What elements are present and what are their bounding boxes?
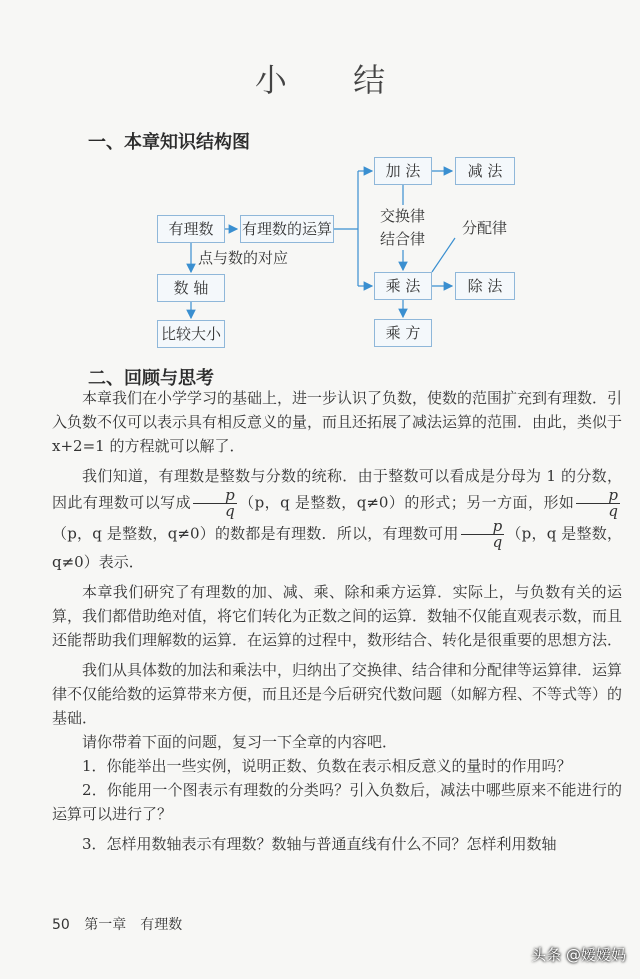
box-rational-operations: 有理数的运算 <box>240 215 334 243</box>
question-2: 2．你能用一个图表示有理数的分类吗？引入负数后，减法中哪些原来不能进行的运算可以进行了？ <box>52 781 622 823</box>
label-distributive-law: 分配律 <box>462 219 508 237</box>
label-point-number-correspondence: 点与数的对应 <box>198 249 289 267</box>
fraction-p-over-q: $\frac{p}{q}$ <box>193 488 237 519</box>
paragraph-2-part-d: （p，q 是整数，q≠0）表示． <box>52 524 622 571</box>
knowledge-structure-diagram <box>0 0 640 360</box>
review-body <box>52 386 622 856</box>
paragraph-2 <box>52 464 622 574</box>
box-multiplication: 乘 法 <box>374 272 432 300</box>
box-number-line: 数 轴 <box>157 274 225 302</box>
paragraph-3: 本章我们研究了有理数的加、减、乘、除和乘方运算．实际上，与负数有关的运算，我们都借助绝对值，将它们转化为正数之间的运算．数轴不仅能直观表示数，而且还能帮助我们理解数的运算．在运算的过程中，数形结合、转化是很重要的思想方法． <box>52 583 623 649</box>
fraction-p-over-q: $\frac{p}{q}$ <box>461 519 505 550</box>
section1-heading: 一、本章知识结构图 <box>88 132 250 153</box>
paragraph-2-part-b: （p，q 是整数，q≠0）的形式；另一方面，形如 <box>238 493 575 512</box>
box-rational-number: 有理数 <box>157 215 225 243</box>
page-footer <box>52 914 182 934</box>
fraction-p-over-q: $\frac{p}{q}$ <box>576 488 620 519</box>
question-1: 1．你能举出一些实例，说明正数、负数在表示相反意义的量时的作用吗？ <box>82 757 572 775</box>
paragraph-2-part-c: （p，q 是整数，q≠0）的数都是有理数．所以，有理数可用 <box>52 524 459 543</box>
box-subtraction: 减 法 <box>455 157 515 185</box>
chapter-label: 第一章 有理数 <box>84 917 183 933</box>
paragraph-5: 请你带着下面的问题，复习一下全章的内容吧． <box>82 733 398 751</box>
paragraph-1: 本章我们在小学学习的基础上，进一步认识了负数，使数的范围扩充到有理数．引入负数不仅可以表示具有相反意义的量，而且还拓展了减法运算的范围．由此，类似于 x+2=1 的方程就可以解了． <box>52 389 623 455</box>
page-number: 50 <box>52 917 70 933</box>
diagram-connectors <box>0 0 640 360</box>
label-associative-law: 结合律 <box>380 230 426 248</box>
box-division: 除 法 <box>455 272 515 300</box>
label-commutative-law: 交换律 <box>380 207 426 225</box>
box-compare-size: 比较大小 <box>157 320 225 348</box>
source-watermark: 头条 @嫒嫒妈 <box>531 946 626 964</box>
box-addition: 加 法 <box>374 157 432 185</box>
section2-heading: 二、回顾与思考 <box>88 368 214 389</box>
box-power: 乘 方 <box>374 319 432 347</box>
paragraph-2-part-a: 我们知道，有理数是整数与分数的统称．由于整数可以看成是分母为 1 的分数，因此有理数可以写成 <box>52 467 622 512</box>
paragraph-4: 我们从具体数的加法和乘法中，归纳出了交换律、结合律和分配律等运算律．运算律不仅能给数的运算带来方便，而且还是今后研究代数问题（如解方程、不等式等）的基础． <box>52 661 623 727</box>
question-3: 3．怎样用数轴表示有理数？数轴与普通直线有什么不同？怎样利用数轴 <box>82 835 557 853</box>
page-title: 小 结 <box>254 61 414 99</box>
